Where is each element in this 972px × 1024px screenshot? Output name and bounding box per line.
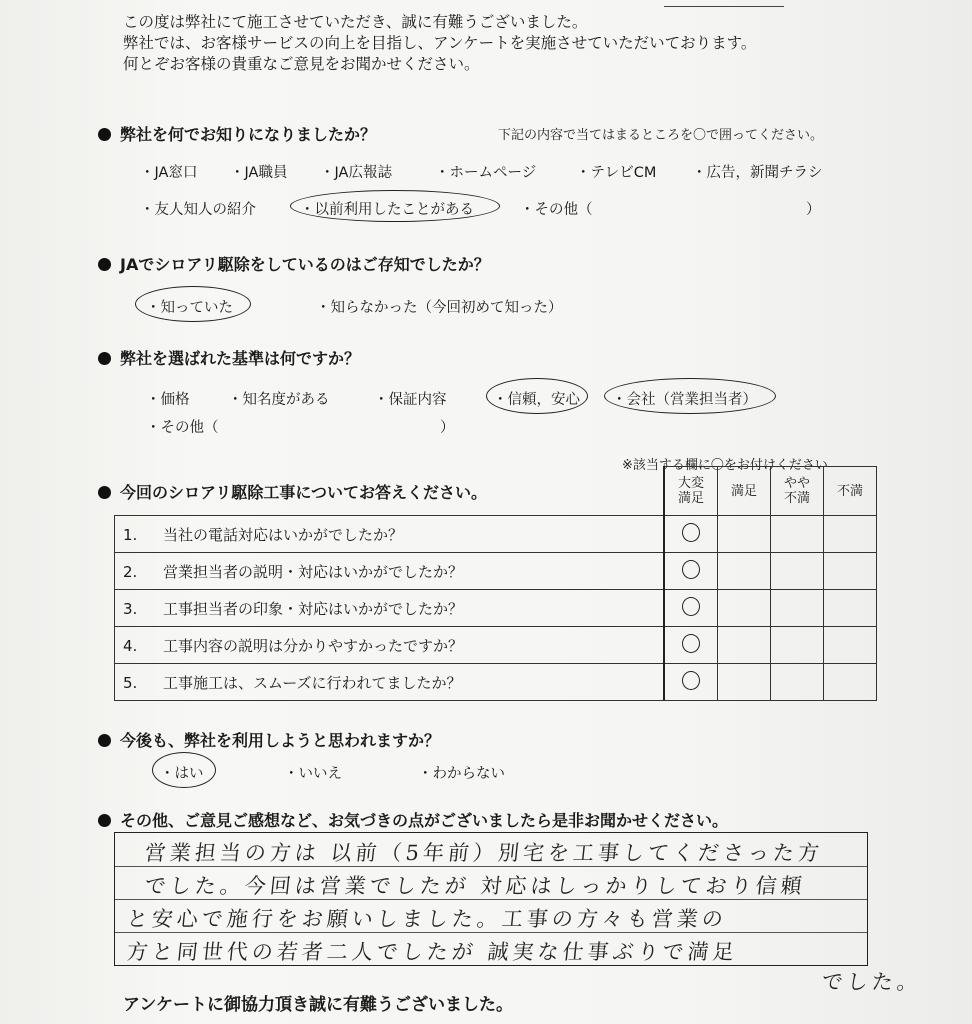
intro-line-2: 弊社では、お客様サービスの向上を目指し、アンケートを実施させていただいております。: [123, 34, 757, 52]
q3-option-other-close: ）: [440, 420, 455, 436]
table-row: [115, 590, 877, 627]
q1-question: 弊社を何でお知りになりましたか？: [98, 122, 376, 145]
table-row: [115, 627, 877, 664]
cell-satisfied[interactable]: [718, 590, 771, 627]
table-row: [115, 664, 877, 701]
header-satisfied: 満足: [718, 467, 771, 516]
q1-instruction: 下記の内容で当てはまるところを〇で囲ってください。: [498, 128, 824, 143]
row-question: 工事担当者の印象・対応はいかがでしたか？: [163, 599, 464, 618]
bullet-icon: [98, 814, 111, 827]
q3-option-trust[interactable]: ・信頼，安心: [493, 392, 580, 408]
row-question: 営業担当者の説明・対応はいかがでしたか？: [163, 562, 464, 581]
row-number: 4.: [123, 636, 138, 655]
cell-very-satisfied[interactable]: [664, 516, 718, 553]
q3-option-warranty[interactable]: ・保証内容: [374, 392, 447, 408]
cell-very-satisfied[interactable]: [664, 664, 718, 701]
q2-question: JAでシロアリ駆除をしているのはご存知でしたか？: [98, 252, 490, 275]
cell-dissatisfied[interactable]: [824, 590, 877, 627]
q3-option-price[interactable]: ・価格: [146, 392, 190, 408]
handwritten-line-2: でした。今回は営業でしたが 対応はしっかりしており信頼: [143, 874, 807, 898]
q4-note: ※該当する欄に〇をお付けください: [622, 458, 828, 473]
handwritten-line-4: 方と同世代の若者二人でしたが 誠実な仕事ぶりで満足: [125, 940, 739, 964]
header-very-satisfied: 大変 満足: [664, 467, 718, 516]
cell-dissatisfied[interactable]: [824, 553, 877, 590]
intro-line-1: この度は弊社にて施工させていただき、誠に有難うございました。: [123, 13, 588, 31]
q4-question: 今回のシロアリ駆除工事についてお答えください。: [98, 480, 487, 503]
intro-line-3: 何とぞお客様の貴重なご意見をお聞かせください。: [123, 55, 480, 73]
q6-question: その他、ご意見ご感想など、お気づきの点がございましたら是非お聞かせください。: [98, 808, 728, 831]
cell-somewhat-dissatisfied[interactable]: [771, 590, 824, 627]
cell-somewhat-dissatisfied[interactable]: [771, 627, 824, 664]
cell-somewhat-dissatisfied[interactable]: [771, 516, 824, 553]
q1-option-ja-staff[interactable]: ・JA職員: [230, 165, 288, 181]
cell-dissatisfied[interactable]: [824, 664, 877, 701]
q3-option-company[interactable]: ・会社（営業担当者）: [612, 392, 757, 408]
row-number: 5.: [123, 673, 138, 692]
q1-option-other-close: ）: [806, 202, 821, 218]
cell-very-satisfied[interactable]: [664, 627, 718, 664]
check-circle-icon: [682, 634, 700, 653]
q5-option-unsure[interactable]: ・わからない: [418, 766, 505, 782]
bullet-icon: [98, 734, 111, 747]
q1-option-used-before[interactable]: ・以前利用したことがある: [300, 202, 474, 218]
row-number: 2.: [123, 562, 138, 581]
check-circle-icon: [682, 597, 700, 616]
bullet-icon: [98, 258, 111, 271]
cell-satisfied[interactable]: [718, 516, 771, 553]
handwritten-line-1: 営業担当の方は 以前（5年前）別宅を工事してくださった方: [143, 841, 825, 865]
q3-option-reputation[interactable]: ・知名度がある: [228, 392, 330, 408]
table-row: [115, 516, 877, 553]
header-dissatisfied: 不満: [824, 467, 877, 516]
q3-option-other[interactable]: ・その他（: [146, 420, 219, 436]
cell-very-satisfied[interactable]: [664, 590, 718, 627]
q1-option-other[interactable]: ・その他（: [520, 202, 593, 218]
satisfaction-table: [114, 466, 877, 701]
row-question: 当社の電話対応はいかがでしたか？: [163, 525, 404, 544]
q1-option-ads[interactable]: ・広告，新聞チラシ: [692, 165, 823, 181]
table-row: [115, 553, 877, 590]
cell-somewhat-dissatisfied[interactable]: [771, 664, 824, 701]
cell-satisfied[interactable]: [718, 553, 771, 590]
comment-box[interactable]: [114, 832, 868, 966]
cell-dissatisfied[interactable]: [824, 627, 877, 664]
q2-option-did-not-know[interactable]: ・知らなかった（今回初めて知った）: [316, 300, 563, 316]
q1-option-homepage[interactable]: ・ホームページ: [435, 165, 537, 181]
q1-option-ja-magazine[interactable]: ・JA広報誌: [320, 165, 392, 181]
bullet-icon: [98, 128, 111, 141]
q2-option-knew[interactable]: ・知っていた: [146, 300, 233, 316]
cell-dissatisfied[interactable]: [824, 516, 877, 553]
bullet-icon: [98, 486, 111, 499]
q5-option-yes[interactable]: ・はい: [160, 766, 204, 782]
top-edge-line: [664, 0, 784, 7]
bullet-icon: [98, 352, 111, 365]
cell-satisfied[interactable]: [718, 627, 771, 664]
header-somewhat-dissatisfied: やや 不満: [771, 467, 824, 516]
check-circle-icon: [682, 560, 700, 579]
row-number: 1.: [123, 525, 138, 544]
q3-question: 弊社を選ばれた基準は何ですか？: [98, 346, 360, 369]
handwritten-line-3: と安心で施行をお願いしました。工事の方々も営業の: [125, 907, 729, 931]
row-question: 工事内容の説明は分かりやすかったですか？: [163, 636, 464, 655]
row-number: 3.: [123, 599, 138, 618]
handwritten-tail: でした。: [820, 970, 924, 994]
q1-option-tv-cm[interactable]: ・テレビCM: [576, 165, 657, 181]
check-circle-icon: [682, 671, 700, 690]
check-circle-icon: [682, 523, 700, 542]
q5-question: 今後も、弊社を利用しようと思われますか？: [98, 728, 440, 751]
row-question: 工事施工は、スムーズに行われてましたか？: [163, 673, 462, 692]
table-corner: [115, 467, 665, 516]
cell-very-satisfied[interactable]: [664, 553, 718, 590]
q1-option-friend[interactable]: ・友人知人の紹介: [140, 202, 256, 218]
cell-satisfied[interactable]: [718, 664, 771, 701]
q1-option-ja-window[interactable]: ・JA窓口: [140, 165, 198, 181]
q5-option-no[interactable]: ・いいえ: [284, 766, 342, 782]
cell-somewhat-dissatisfied[interactable]: [771, 553, 824, 590]
closing-message: アンケートに御協力頂き誠に有難うございました。: [123, 995, 513, 1015]
